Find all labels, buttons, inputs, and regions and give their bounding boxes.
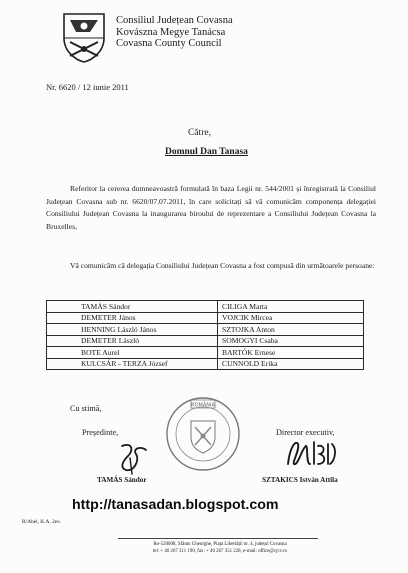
president-signature bbox=[112, 440, 152, 476]
paragraph-request bbox=[46, 183, 376, 233]
table-row bbox=[47, 335, 364, 347]
delegate-right: BARTÓK Ernese bbox=[218, 347, 364, 359]
delegate-right: SZTOJKA Anton bbox=[218, 324, 364, 336]
blog-url-watermark: http://tanasadan.blogspot.com bbox=[72, 497, 279, 513]
county-crest-logo bbox=[62, 12, 106, 64]
delegate-right: VOJCIK Mircea bbox=[218, 312, 364, 324]
seal-text: ROMÂNIA bbox=[191, 402, 215, 409]
table-row bbox=[47, 301, 364, 313]
director-name: SZTAKICS István Attila bbox=[262, 476, 338, 484]
council-name-en: Covasna County Council bbox=[116, 38, 222, 49]
director-title: Director executiv, bbox=[276, 428, 335, 437]
delegate-left: DEMETER János bbox=[47, 312, 218, 324]
footer-phone-email: tel: + 40 267 311 190, fax: + 40 267 351 228, e-mail: office@cjcv.ro bbox=[152, 549, 288, 554]
delegate-left: HENNING László János bbox=[47, 324, 218, 336]
typist-initials: R/Abel, K.A. 2ex. bbox=[22, 519, 62, 525]
salutation: Către, bbox=[188, 128, 211, 138]
delegate-right: CILIGA Marta bbox=[218, 301, 364, 313]
table-row bbox=[47, 324, 364, 336]
recipient-name: Domnul Dan Tanasa bbox=[165, 147, 248, 157]
delegate-left: KULCSÁR - TERZA József bbox=[47, 358, 218, 370]
council-name-hu: Kovászna Megye Tanácsa bbox=[116, 26, 226, 38]
council-name-ro: Consiliul Județean Covasna bbox=[116, 15, 233, 26]
delegate-right: SOMOGYI Csaba bbox=[218, 335, 364, 347]
president-name: TAMÁS Sándor bbox=[97, 476, 147, 484]
delegation-table bbox=[46, 300, 364, 370]
reference-number: Nr. 6620 / 12 iunie 2011 bbox=[46, 82, 129, 92]
delegate-left: BOTE Aurel bbox=[47, 347, 218, 359]
footer-divider bbox=[118, 538, 318, 539]
table-row bbox=[47, 347, 364, 359]
table-row bbox=[47, 312, 364, 324]
footer-contact bbox=[120, 541, 320, 555]
president-title: Președinte, bbox=[82, 428, 119, 437]
table-row bbox=[47, 358, 364, 370]
delegate-left: DEMETER László bbox=[47, 335, 218, 347]
paragraph-request-text: Referitor la cererea dumneavoastră formulată în baza Legii nr. 544/2001 și înregistrată la Consiliul Județean Covasna sub nr. 6620/07.07.2011, în care solicitați să vă comunicăm componența delegației Consiliului Județean Covasna la inaugurarea biroului de reprezentare a Consiliului Județean Covasna la Bruxelles, bbox=[46, 184, 376, 231]
paragraph-delegation bbox=[46, 260, 376, 273]
delegate-left: TAMÁS Sándor bbox=[47, 301, 218, 313]
footer-address: Ro-520008, Sfântu Gheorghe, Piața Libertății nr. 4, județul Covasna bbox=[153, 542, 287, 547]
council-name-block bbox=[116, 15, 233, 50]
closing-formula: Cu stimă, bbox=[70, 404, 102, 413]
official-seal-stamp bbox=[164, 395, 242, 473]
delegate-right: CUNNOLD Erika bbox=[218, 358, 364, 370]
director-signature bbox=[284, 436, 338, 470]
paragraph-delegation-text: Vă comunicăm că delegația Consiliului Județean Covasna a fost compusă din următoarele persoane: bbox=[70, 261, 375, 270]
